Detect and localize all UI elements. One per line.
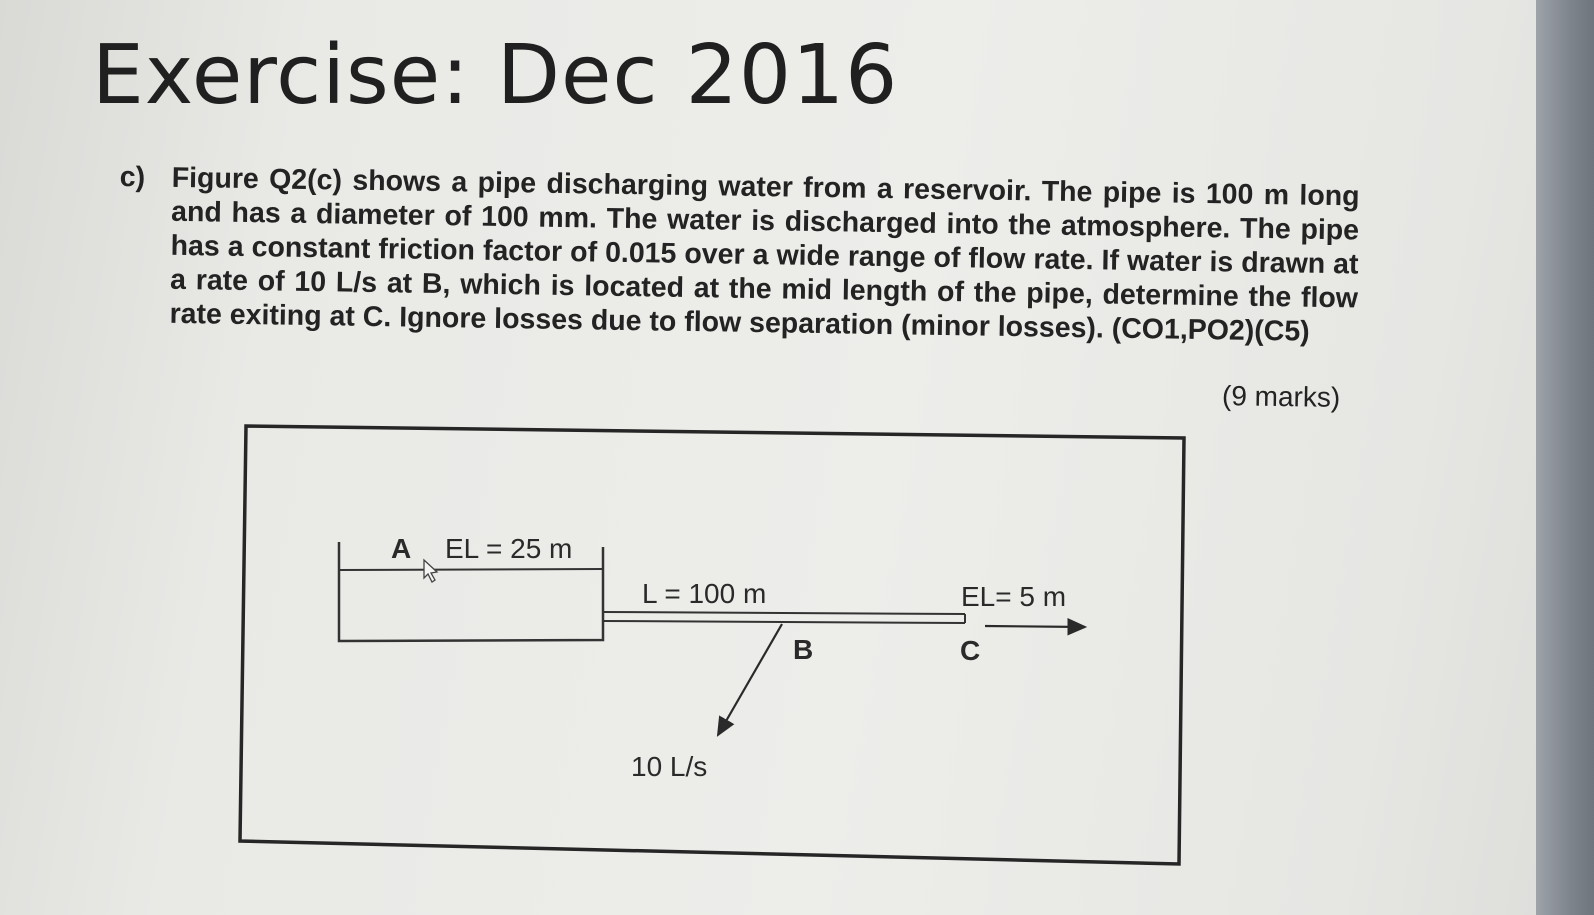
label-elevation-c: EL= 5 m <box>961 581 1067 612</box>
outflow-arrow <box>985 626 1085 627</box>
question-text: Figure Q2(c) shows a pipe discharging water from a reservoir. The pipe is 100 m long and has a diameter of 100 mm. The water is discharged into the atmosphere. The pipe has a constant friction factor of 0.015 over a wide range of flow rate. If water is drawn at a rate of 10 L/s at B, which is located at the mid length of the pipe, determine the flow rate exiting at C. Ignore losses due to flow separation (minor losses). (CO1,PO2)(C5) <box>169 161 1360 348</box>
water-surface-line <box>339 569 603 570</box>
label-point-c: C <box>960 635 981 666</box>
label-elevation-a: EL = 25 m <box>445 533 573 564</box>
label-point-b: B <box>793 634 814 665</box>
figure-frame <box>240 426 1184 864</box>
label-pipe-length: L = 100 m <box>642 578 767 609</box>
pipe-bottom-wall <box>603 621 965 623</box>
label-point-a: A <box>391 533 412 564</box>
cursor-icon <box>424 560 437 582</box>
draw-off-arrow <box>718 624 782 735</box>
marks-label: (9 marks) <box>1221 380 1341 413</box>
label-draw-rate: 10 L/s <box>631 751 708 782</box>
pipe-top-wall <box>603 612 965 614</box>
page-title: Exercise: Dec 2016 <box>92 28 899 123</box>
question-label: c) <box>119 160 146 194</box>
